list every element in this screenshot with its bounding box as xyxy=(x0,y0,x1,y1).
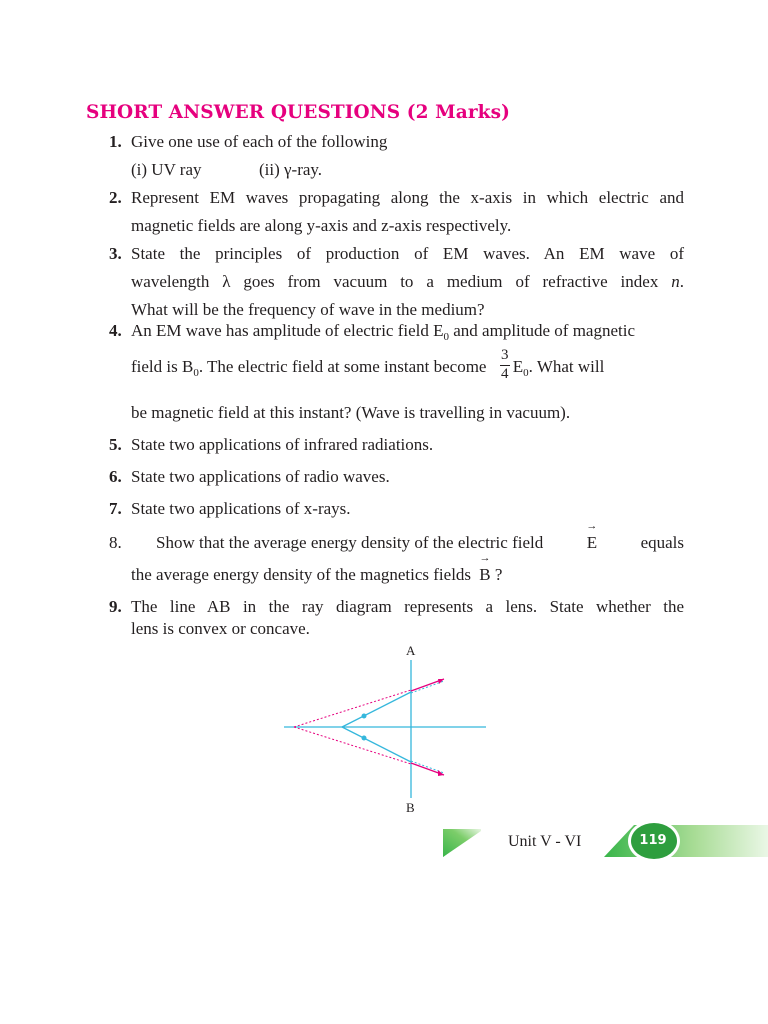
text-span: E xyxy=(512,357,524,376)
arrowhead-lower xyxy=(438,770,444,776)
option-text: (i) UV ray xyxy=(131,160,202,179)
ray-diagram xyxy=(276,640,496,820)
question-text: lens is convex or concave. xyxy=(131,619,310,638)
text-span: equals xyxy=(640,533,684,552)
question-text: State the principles of production of EM waves. An EM wave of xyxy=(131,244,684,263)
label-a: A xyxy=(406,643,416,658)
subscript: 0 xyxy=(443,331,449,343)
arrow-dot-lower xyxy=(362,736,367,741)
text-span: Show that the average energy density of the electric field xyxy=(156,533,544,552)
fraction-denominator: 4 xyxy=(500,366,509,383)
subscript: 0 xyxy=(193,367,199,379)
question-text: Represent EM waves propagating along the x-axis in which electric and xyxy=(131,188,684,207)
question-text: Give one use of each of the following xyxy=(131,132,388,151)
text-span: ? xyxy=(494,565,503,584)
question-number: 1. xyxy=(109,132,122,151)
text-span: field is B xyxy=(131,357,194,376)
question-number: 4. xyxy=(109,321,122,340)
vector-symbol: E xyxy=(586,533,598,552)
variable-n: n xyxy=(671,272,680,291)
question-text xyxy=(131,320,635,342)
question-text xyxy=(131,271,684,293)
question-number: 3. xyxy=(109,244,122,263)
question-text xyxy=(156,520,684,554)
footer-triangle-icon xyxy=(443,829,483,859)
text-span: and amplitude of magnetic xyxy=(449,321,635,340)
arrowhead-upper xyxy=(438,679,444,684)
text-span: the average energy density of the magnetics fields xyxy=(131,565,472,584)
question-text xyxy=(131,552,503,586)
question-number: 2. xyxy=(109,188,122,207)
vector-symbol: B xyxy=(479,565,491,584)
question-number: 5. xyxy=(109,435,122,454)
arrow-icon: → xyxy=(479,552,491,564)
question-text: State two applications of infrared radiations. xyxy=(131,435,434,454)
option-text: (ii) γ-ray. xyxy=(259,160,323,179)
question-number: 8. xyxy=(109,533,122,552)
question-text: State two applications of radio waves. xyxy=(131,467,390,486)
text-span: . What will xyxy=(528,357,605,376)
arrow-dot-upper xyxy=(362,714,367,719)
text-span: wavelength λ goes from vacuum to a medium of refractive index xyxy=(131,272,659,291)
question-text: What will be the frequency of wave in the medium? xyxy=(131,300,485,319)
fraction-numerator: 3 xyxy=(500,347,509,364)
question-text: be magnetic field at this instant? (Wave is travelling in vacuum). xyxy=(131,403,571,422)
text-span: An EM wave has amplitude of electric field E xyxy=(131,321,444,340)
text-span: . The electric field at some instant become xyxy=(198,357,487,376)
text-span: . xyxy=(679,272,684,291)
question-text: The line AB in the ray diagram represents a lens. State whether the xyxy=(131,597,684,616)
incident-ray-lower xyxy=(342,727,411,762)
fraction xyxy=(499,347,511,383)
vector-b xyxy=(479,552,491,586)
unit-label: Unit V - VI xyxy=(508,833,582,850)
section-heading: SHORT ANSWER QUESTIONS (2 Marks) xyxy=(86,102,510,123)
question-number: 6. xyxy=(109,467,122,486)
incident-ray-upper xyxy=(342,692,411,727)
question-number: 9. xyxy=(109,597,122,616)
arrow-icon: → xyxy=(586,520,598,532)
text-span xyxy=(671,272,684,291)
question-number: 7. xyxy=(109,499,122,518)
page-number: 119 xyxy=(639,832,667,848)
label-b: B xyxy=(406,800,415,815)
subscript: 0 xyxy=(523,367,529,379)
question-text: State two applications of x-rays. xyxy=(131,499,351,518)
vector-e xyxy=(586,520,598,554)
question-text: magnetic fields are along y-axis and z-axis respectively. xyxy=(131,216,512,235)
text-span xyxy=(586,520,598,554)
question-text xyxy=(131,347,605,383)
